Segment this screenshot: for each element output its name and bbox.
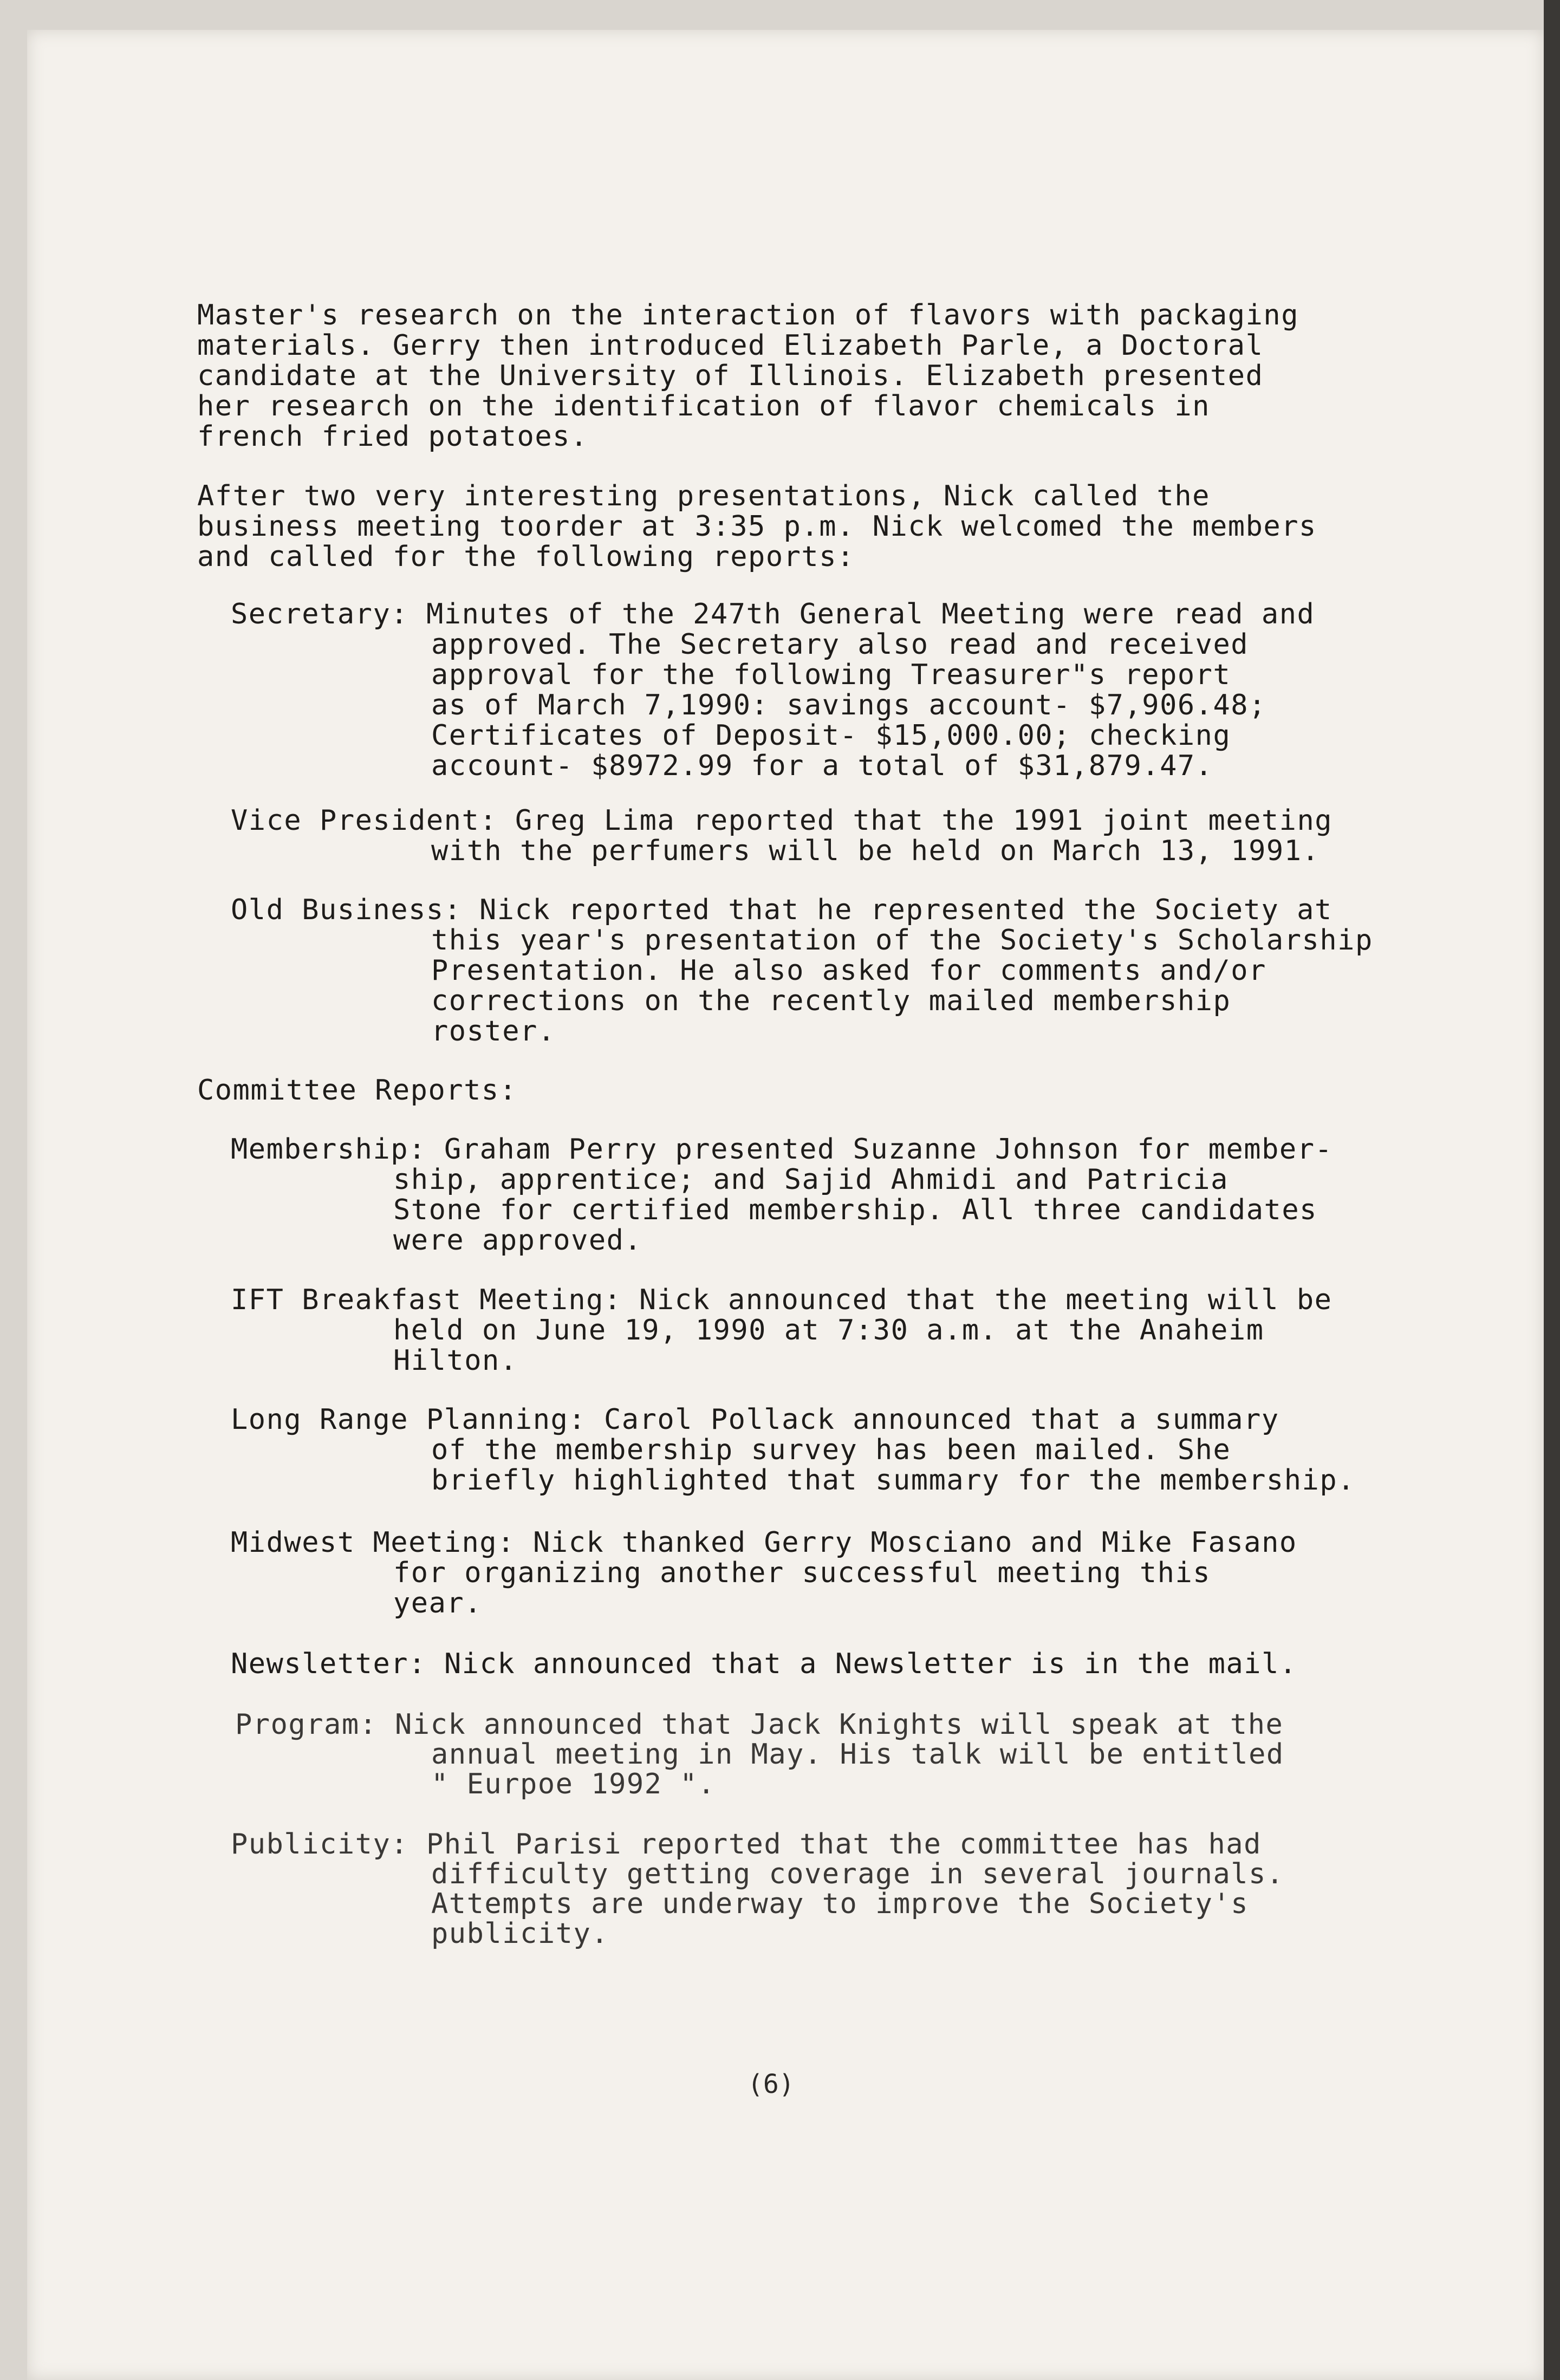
scan-edge <box>1544 0 1560 2380</box>
report-line: roster. <box>431 1015 556 1048</box>
business-line: and called for the following reports: <box>197 541 855 573</box>
committee-label: Membership: <box>231 1133 426 1166</box>
committee-line: Graham Perry presented Suzanne Johnson for member- <box>444 1133 1333 1166</box>
committee-line: year. <box>393 1587 483 1620</box>
committee-line: Hilton. <box>393 1344 518 1377</box>
committee-label: Long Range Planning: <box>231 1403 587 1436</box>
intro-line: her research on the identification of flavor chemicals in <box>197 390 1210 422</box>
committee-label: Newsletter: <box>231 1648 426 1680</box>
report-line: corrections on the recently mailed membership <box>431 985 1231 1017</box>
committee-line: Stone for certified membership. All three candidates <box>393 1194 1317 1226</box>
intro-line: Master's research on the interaction of flavors with packaging <box>197 299 1299 331</box>
committee-line: " Eurpoe 1992 ". <box>431 1768 716 1800</box>
committee-line: Carol Pollack announced that a summary <box>604 1403 1279 1436</box>
report-line: Greg Lima reported that the 1991 joint meeting <box>515 804 1333 837</box>
business-line: After two very interesting presentations, Nick called the <box>197 480 1210 512</box>
report-label: Vice President: <box>231 804 498 837</box>
report-line: Presentation. He also asked for comments and/or <box>431 954 1266 987</box>
report-line: account- $8972.99 for a total of $31,879.47. <box>431 750 1213 782</box>
committee-line: Phil Parisi reported that the committee has had <box>426 1828 1262 1861</box>
page-number: (6) <box>748 2069 795 2099</box>
committee-line: briefly highlighted that summary for the membership. <box>431 1464 1355 1497</box>
committee-line: Nick thanked Gerry Mosciano and Mike Fasano <box>533 1526 1297 1559</box>
committee-line: Nick announced that the meeting will be <box>639 1284 1332 1316</box>
committee-line: Nick announced that Jack Knights will speak at the <box>395 1708 1284 1741</box>
committee-label: Program: <box>235 1708 378 1741</box>
committee-line: ship, apprentice; and Sajid Ahmidi and Patricia <box>393 1163 1228 1196</box>
committee-line: annual meeting in May. His talk will be entitled <box>431 1738 1284 1771</box>
report-line: approved. The Secretary also read and received <box>431 628 1249 661</box>
report-line: approval for the following Treasurer"s report <box>431 659 1231 691</box>
committee-line: for organizing another successful meeting this <box>393 1557 1211 1589</box>
report-label: Old Business: <box>231 894 462 926</box>
report-line: with the perfumers will be held on March 13, 1991. <box>431 835 1320 867</box>
committee-line: difficulty getting coverage in several journals. <box>431 1858 1284 1890</box>
committee-heading: Committee Reports: <box>197 1074 517 1107</box>
intro-line: materials. Gerry then introduced Elizabeth Parle, a Doctoral <box>197 329 1264 362</box>
report-line: this year's presentation of the Society's Scholarship <box>431 924 1373 957</box>
intro-line: french fried potatoes. <box>197 420 588 453</box>
report-line: as of March 7,1990: savings account- $7,906.48; <box>431 689 1266 721</box>
report-line: Minutes of the 247th General Meeting were read and <box>426 598 1315 630</box>
report-line: Nick reported that he represented the Society at <box>479 894 1332 926</box>
committee-line: Attempts are underway to improve the Society's <box>431 1888 1249 1920</box>
report-label: Secretary: <box>231 598 409 630</box>
report-line: Certificates of Deposit- $15,000.00; checking <box>431 719 1231 752</box>
committee-label: Midwest Meeting: <box>231 1526 515 1559</box>
committee-line: were approved. <box>393 1224 642 1257</box>
business-line: business meeting toorder at 3:35 p.m. Nick welcomed the members <box>197 510 1317 543</box>
committee-line: Nick announced that a Newsletter is in the mail. <box>444 1648 1297 1680</box>
committee-line: of the membership survey has been mailed. She <box>431 1434 1231 1466</box>
committee-label: Publicity: <box>231 1828 409 1861</box>
committee-line: publicity. <box>431 1917 609 1950</box>
intro-line: candidate at the University of Illinois. Elizabeth presented <box>197 360 1264 392</box>
committee-label: IFT Breakfast Meeting: <box>231 1284 622 1316</box>
committee-line: held on June 19, 1990 at 7:30 a.m. at the Anaheim <box>393 1314 1264 1347</box>
